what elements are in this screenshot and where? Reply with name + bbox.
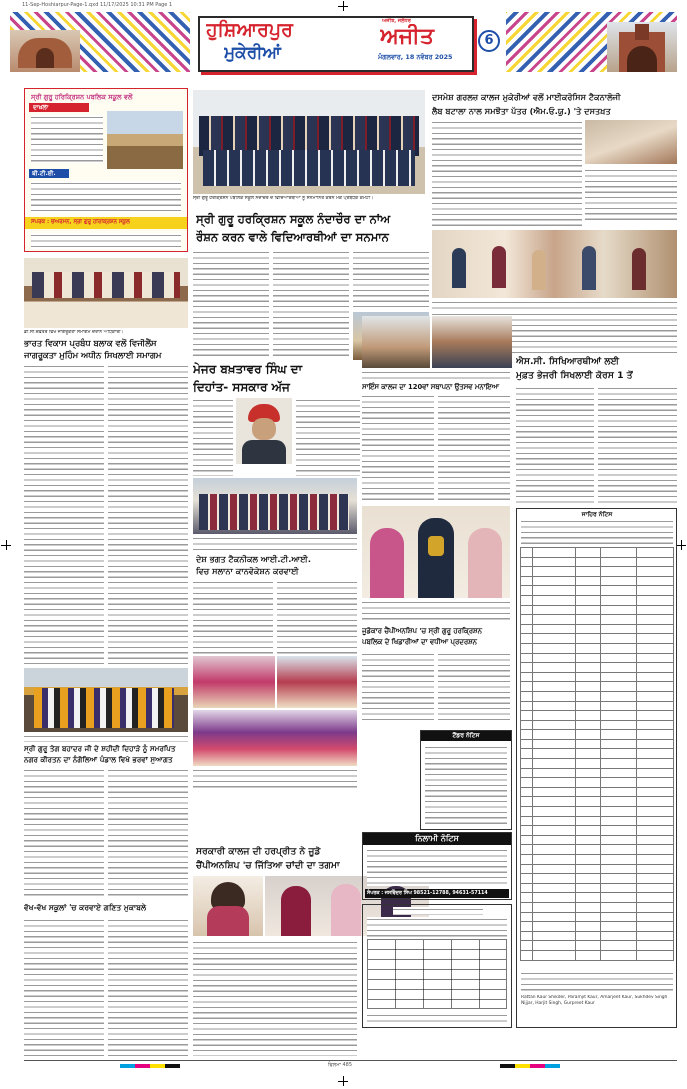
anniversary-body-col-1 (362, 394, 434, 502)
left-headline-2: ਜਾਗਰੂਕਤਾ ਮੁਹਿੰਮ ਅਧੀਨ ਸਿਖਲਾਈ ਸਮਾਗਮ (24, 350, 162, 360)
top-right-body-2 (585, 168, 677, 224)
auction-contact: ਸੰਪਰਕ : ਜਸਵਿੰਦਰ ਸਿੰਘ 98521-12788, 94631-57114 (365, 889, 509, 898)
iti-photo-3 (193, 710, 357, 766)
page-slug: 11-Sep-Hoshiarpur-Page-1.qxd 11/17/2025 10:31 PM Page 1 (22, 2, 173, 8)
registration-mark (338, 1, 348, 11)
auction-body (367, 848, 507, 886)
masthead (10, 12, 677, 72)
judo-body-col-2 (438, 652, 510, 724)
main-headline-2: ਰੌਸ਼ਨ ਕਰਨ ਵਾਲੇ ਵਿਦਿਆਰਥੀਆਂ ਦਾ ਸਨਮਾਨ (196, 230, 389, 244)
top-right-photo-2 (432, 230, 677, 298)
left-procession-photo (24, 668, 188, 732)
judo-photo (362, 506, 510, 598)
sst-body-col-2 (598, 386, 677, 504)
bottom-left-body-col-1 (24, 918, 104, 1056)
ad-tag: ਬੀ.ਟੀ.ਈ. (32, 170, 56, 177)
tender-table (362, 904, 512, 1028)
color-bar-left (120, 1064, 180, 1068)
iti-body-col-2 (277, 580, 357, 654)
main-photo-caption: ਸ੍ਰੀ ਗੁਰੂ ਹਰਕ੍ਰਿਸ਼ਨ ਪਬਲਿਕ ਸਕੂਲ ਨੰਦਾਚੌਰ ਦੇ ਵਿਦਿਆਰਥੀਆਂ ਨੂੰ ਸਨਮਾਨਿਤ ਕਰਨ ਮੌਕੇ ਪ੍ਰਬੰਧਕ ਕਮੇਟੀ। (193, 196, 374, 201)
sst-headline-1: ਐਸ.ਸੀ. ਸਿਖਿਆਰਥੀਆਂ ਲਈ (516, 356, 620, 367)
masthead-monument-left (10, 30, 80, 72)
iti-caption (193, 768, 357, 790)
top-right-body (432, 120, 582, 228)
bottom-left-headline: ਵੱਖ-ਵੱਖ ਸਕੂਲਾਂ 'ਚ ਕਰਵਾਏ ਗਣਿਤ ਮੁਕਾਬਲੇ (24, 903, 147, 912)
ad-body-text-3 (31, 233, 181, 249)
sst-headline-2: ਮੁਫ਼ਤ ਭੇਜਰੀ ਸਿਖਲਾਈ ਕੋਰਸ 1 ਤੋਂ (516, 370, 633, 381)
left-meeting-photo (24, 258, 188, 328)
college-headline-2: ਚੈਂਪੀਅਨਸ਼ਿਪ 'ਚ ਜਿੱਤਿਆ ਚਾਂਦੀ ਦਾ ਤਗਮਾ (196, 860, 340, 871)
sst-body-col-1 (516, 386, 594, 504)
main-body-col-2 (273, 250, 349, 360)
anniversary-caption (362, 370, 510, 380)
top-right-caption (432, 300, 677, 310)
anniversary-headline: ਸਾਇੰਸ ਕਾਲਜ ਦਾ 120ਵਾਂ ਸਥਾਪਨਾ ਉਤਸਵ ਮਨਾਇਆ (362, 383, 499, 391)
table-intro (521, 519, 673, 545)
judo-caption (362, 600, 510, 622)
iti-photo-2 (277, 656, 357, 708)
main-body-col-3 (353, 250, 429, 310)
edition-date: ਮੰਗਲਵਾਰ, 18 ਨਵੰਬਰ 2025 (378, 53, 453, 61)
main-headline-1: ਸ੍ਰੀ ਗੁਰੂ ਹਰਕ੍ਰਿਸ਼ਨ ਸਕੂਲ ਨੰਦਾਚੌਰ ਦਾ ਨਾਂਅ (196, 212, 391, 226)
judo-headline-2: ਪਬਲਿਕ ਦੇ ਖਿਡਾਰੀਆਂ ਦਾ ਵਧੀਆ ਪ੍ਰਦਰਸ਼ਨ (362, 638, 477, 646)
left-body-col-2 (108, 364, 188, 664)
paper-name: ਅਜੀਤ (380, 24, 434, 49)
top-right-photo-1 (585, 120, 677, 164)
center-body-col-1 (193, 398, 233, 476)
notice-body (425, 745, 507, 827)
group-photo-right (432, 316, 512, 368)
auction-title: ਨਿਲਾਮੀ ਨੋਟਿਸ (415, 834, 459, 843)
ad-box (24, 88, 188, 252)
left-procession-caption (24, 734, 188, 742)
ad-body-text-2 (31, 181, 181, 213)
tender-grid (367, 939, 507, 1009)
tender-heading (393, 907, 483, 915)
registration-mark (1, 540, 11, 550)
iti-headline-1: ਦੇਸ਼ ਭਗਤ ਟੈਕਨੀਕਲ ਆਈ.ਟੀ.ਆਈ. (196, 554, 311, 564)
top-right-headline-2: ਲੈਬ ਬਟਾਲਾ ਨਾਲ ਸਮਝੌਤਾ ਪੱਤਰ (ਐਮ.ਓ.ਯੂ.) 'ਤੇ ਦਸਤਖ਼ਤ (432, 106, 611, 116)
left-mid-headline-2: ਨਗਰ ਕੀਰਤਨ ਦਾ ਨੰਗੋਲਿਆਂ ਪੰਡਾਲ ਵਿਖੇ ਭਰਵਾਂ ਸੁਆਗਤ (24, 755, 173, 764)
main-body-col-1 (193, 250, 269, 360)
center-headline-2: ਦਿਹਾਂਤ- ਸਸਕਾਰ ਅੱਜ (193, 380, 290, 394)
footer-strip-text: ਫਿਲਮਾ 485 (327, 1062, 353, 1068)
ad-heading: ਸ੍ਰੀ ਗੁਰੂ ਹਰਿਕ੍ਰਿਸ਼ਨ ਪਬਲਿਕ ਸਕੂਲ ਵਲੋਂ (31, 93, 133, 101)
left-mid-body-col-2 (108, 768, 188, 898)
main-group-photo (193, 90, 425, 194)
major-portrait (236, 398, 292, 464)
table-grid (520, 547, 674, 967)
paper-small-label: ਅਜੀਤ, ਜਲੰਧਰ (382, 18, 411, 24)
college-headline-1: ਸਰਕਾਰੀ ਕਾਲਜ ਦੀ ਹਰਪ੍ਰੀਤ ਨੇ ਜੂਡੋ (196, 846, 321, 857)
ad-body-text (31, 115, 103, 163)
registration-mark (338, 1076, 348, 1086)
college-body (193, 940, 357, 1056)
top-right-headline-1: ਦਸਮੇਸ਼ ਗਰਲਜ਼ ਕਾਲਜ ਮੁਕੇਰੀਆਂ ਵਲੋਂ ਮਾਈਕਰੋਸਿਸ ਟੈਕਨਾਲੋਜੀ (432, 92, 621, 102)
table-footer-text (521, 971, 673, 991)
left-mid-headline-1: ਸ੍ਰੀ ਗੁਰੂ ਤੇਗ ਬਹਾਦਰ ਜੀ ਦੇ ਸ਼ਹੀਦੀ ਦਿਹਾੜੇ ਨੂੰ ਸਮਰਪਿਤ (24, 744, 176, 753)
left-body-col-1 (24, 364, 104, 664)
center-event-caption (193, 536, 357, 552)
iti-photo-1 (193, 656, 275, 708)
bottom-left-body-col-2 (108, 918, 188, 1056)
page-number-badge: 6 (478, 30, 500, 52)
college-photo-1 (193, 876, 263, 936)
left-photo-caption: ਡੀ.ਸੀ.ਦਫ਼ਤਰ ਵਿਖੇ ਜਾਗਰੂਕਤਾ ਸਮਾਗਮ ਦੌਰਾਨ ਅਧਿਕਾਰੀ। (24, 330, 124, 335)
judo-body-col-1 (362, 652, 434, 724)
footer-rule (24, 1060, 677, 1061)
center-event-photo (193, 478, 357, 534)
ad-photo (107, 111, 183, 169)
notice-title: ਟੈਂਡਰ ਨੋਟਿਸ (452, 732, 480, 739)
judo-headline-1: ਜੂਡੋਕਾਰ ਚੈਂਪੀਅਨਸ਼ਿਪ 'ਚ ਸ੍ਰੀ ਗੁਰੂ ਹਰਕ੍ਰਿਸ਼ਨ (362, 627, 482, 635)
center-body-col-2 (296, 398, 360, 476)
anniversary-photo (362, 316, 430, 368)
iti-body-col-1 (193, 580, 273, 654)
anniversary-body-col-2 (438, 394, 510, 502)
table-footer-names: Rattan Kaur Shikder, Paramjit Kaur, Amarjeet Kaur, Sukhdev Singh Nijjar, Harjit Singh, Gurpreet Kaur (521, 995, 668, 1006)
left-mid-body-col-1 (24, 768, 104, 898)
masthead-title-line2: ਮੁਕੇਰੀਆਂ (224, 43, 281, 63)
ad-subheading: ਦਾਖ਼ਲਾ (33, 104, 49, 111)
center-headline-1: ਮੇਜਰ ਬਖ਼ਤਾਵਰ ਸਿੰਘ ਦਾ (193, 362, 303, 376)
notice-box (420, 730, 512, 830)
table-heading: ਜਾਹਿਰ ਨੋਟਿਸ (581, 511, 613, 518)
auction-notice (362, 832, 512, 900)
registration-mark (676, 540, 686, 550)
tender-footer (367, 1013, 507, 1025)
masthead-monument-right (607, 22, 677, 72)
iti-headline-2: ਵਿਚ ਸਲਾਨਾ ਕਾਨਵੋਕੇਸ਼ਨ ਕਰਵਾਈ (196, 566, 299, 576)
ad-footer: ਸੰਪਰਕ : ਚੇਅਰਮੈਨ, ਸ੍ਰੀ ਗੁਰੂ ਹਰਿਕ੍ਰਿਸ਼ਨ ਸਕੂਲ (31, 219, 130, 225)
left-headline-1: ਭਾਰਤ ਵਿਕਾਸ ਪ੍ਰਬੰਧ ਬਲਾਕ ਵਲੋਂ ਵਿਜੀਲੈਂਸ (24, 338, 157, 348)
masthead-title-line1: ਹੁਸ਼ਿਆਰਪੁਰ (206, 19, 293, 41)
public-notice-table (516, 508, 677, 1028)
color-bar-right (500, 1064, 560, 1068)
tender-intro (367, 917, 507, 937)
